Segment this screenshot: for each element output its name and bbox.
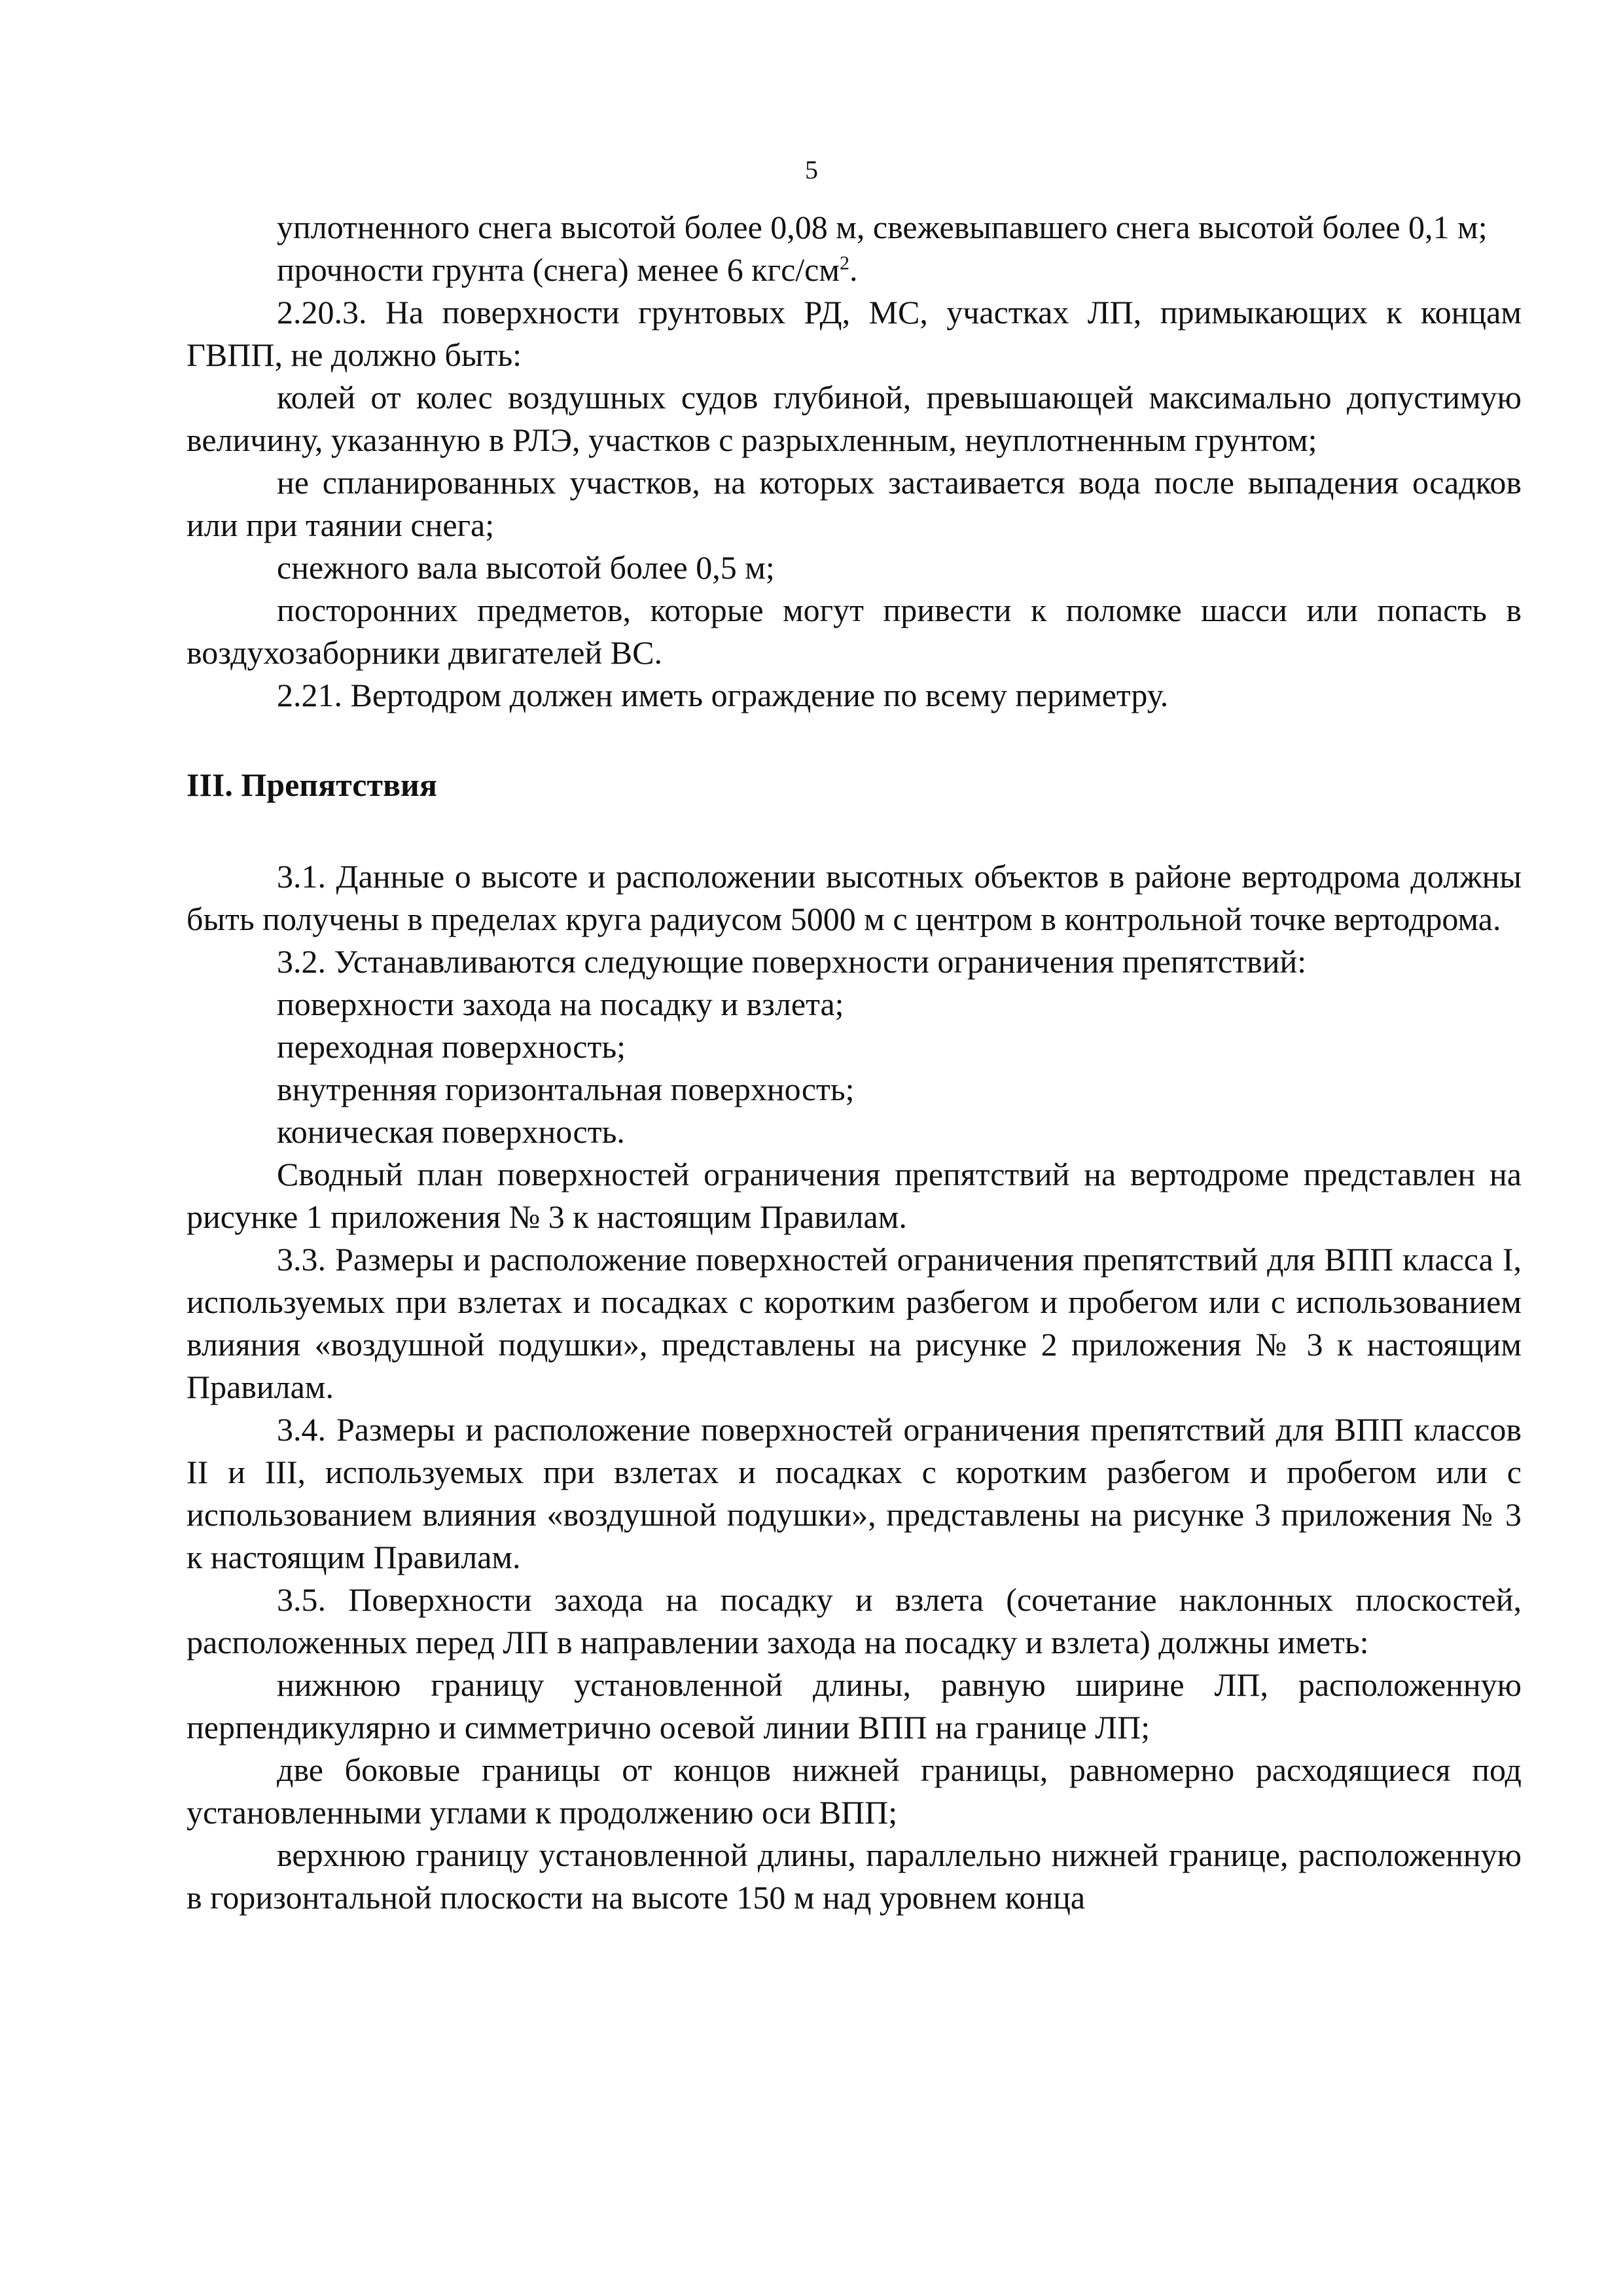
list-item-approach-surfaces: поверхности захода на посадку и взлета; <box>277 986 844 1022</box>
ground-strength-text: прочности грунта (снега) менее 6 кгс/см <box>277 251 840 288</box>
paragraph-3-4: 3.4. Размеры и расположение поверхностей ограничения препятствий для ВПП классов II и III, используемых при взлетах и посадках с коротким разбегом и пробегом или с использованием влияния «воздушной подушки», представлены на рисунке 3 приложения № 3 к настоящим Правилам. <box>187 1411 1522 1575</box>
page-number: 5 <box>805 155 818 185</box>
paragraph-foreign-objects: посторонних предметов, которые могут привести к поломке шасси или попасть в воздухозаборники двигателей ВС. <box>187 592 1522 671</box>
paragraph-2-20-3: 2.20.3. На поверхности грунтовых РД, МС, участках ЛП, примыкающих к концам ГВПП, не должно быть: <box>187 294 1522 373</box>
list-item-upper-boundary: верхнюю границу установленной длины, параллельно нижней границе, расположенную в горизонтальной плоскости на высоте 150 м над уровнем конца <box>187 1837 1522 1916</box>
list-item-conical-surface: коническая поверхность. <box>277 1113 625 1150</box>
ground-strength-end: . <box>849 251 858 288</box>
list-item-transitional-surface: переходная поверхность; <box>277 1028 626 1065</box>
paragraph-ground-strength <box>187 249 1522 291</box>
paragraph-3-3: 3.3. Размеры и расположение поверхностей ограничения препятствий для ВПП класса I, используемых при взлетах и посадках с коротким разбегом и пробегом или с использованием влияния «воздушной подушки», представлены на рисунке 2 приложения № 3 к настоящим Правилам. <box>187 1241 1522 1405</box>
document-body <box>187 206 1522 1919</box>
paragraph-3-1: 3.1. Данные о высоте и расположении высотных объектов в районе вертодрома должны быть получены в пределах круга радиусом 5000 м с центром в контрольной точке вертодрома. <box>187 858 1522 937</box>
section-heading: III. Препятствия <box>187 766 437 803</box>
list-item-side-boundaries: две боковые границы от концов нижней границы, равномерно расходящиеся под установленными углами к продолжению оси ВПП; <box>187 1751 1522 1831</box>
superscript-2: 2 <box>840 252 850 274</box>
list-item-lower-boundary: нижнюю границу установленной длины, равную ширине ЛП, расположенную перпендикулярно и симметрично осевой линии ВПП на границе ЛП; <box>187 1666 1522 1746</box>
paragraph-wheel-ruts: колей от колес воздушных судов глубиной, превышающей максимально допустимую величину, указанную в РЛЭ, участков с разрыхленным, неуплотненным грунтом; <box>187 379 1522 458</box>
paragraph-2-21: 2.21. Вертодром должен иметь ограждение по всему периметру. <box>277 677 1169 713</box>
list-item-inner-horizontal-surface: внутренняя горизонтальная поверхность; <box>277 1071 855 1107</box>
paragraph-3-2: 3.2. Устанавливаются следующие поверхности ограничения препятствий: <box>277 943 1307 980</box>
paragraph-3-5: 3.5. Поверхности захода на посадку и взлета (сочетание наклонных плоскостей, расположенных перед ЛП в направлении захода на посадку и взлета) должны иметь: <box>187 1581 1522 1660</box>
paragraph-snow-height: уплотненного снега высотой более 0,08 м, свежевыпавшего снега высотой более 0,1 м; <box>277 209 1488 245</box>
paragraph-snow-bank: снежного вала высотой более 0,5 м; <box>277 549 775 586</box>
paragraph-unleveled-areas: не спланированных участков, на которых застаивается вода после выпадения осадков или при таянии снега; <box>187 464 1522 543</box>
paragraph-summary-plan: Сводный план поверхностей ограничения препятствий на вертодроме представлен на рисунке 1 приложения № 3 к настоящим Правилам. <box>187 1156 1522 1235</box>
